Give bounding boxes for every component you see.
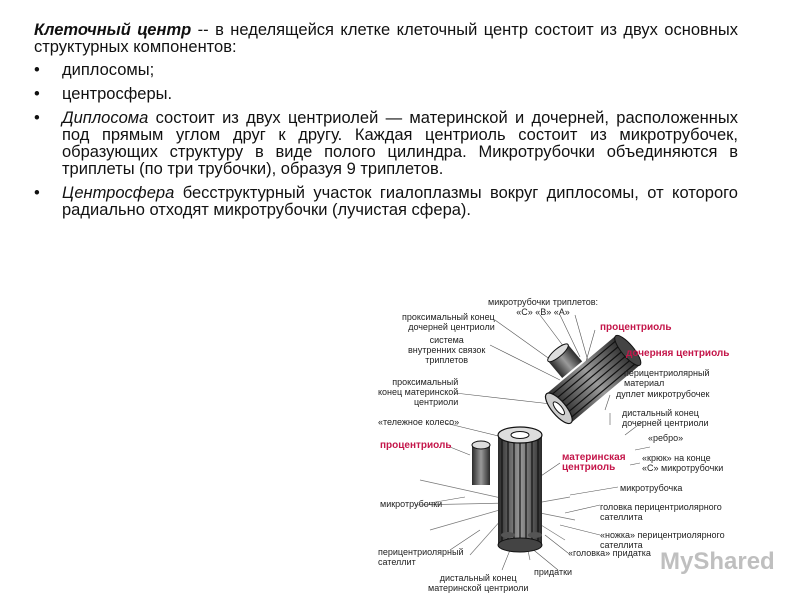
intro-term: Клеточный центр (34, 21, 192, 39)
label-distal-daughter: дистальный конец дочерней центриоли (622, 408, 709, 428)
label-pericentriolar-material: перицентриолярный материал (624, 368, 710, 388)
term-centrosphere: Центросфера (62, 184, 175, 202)
label-appendages: придатки (534, 567, 573, 577)
list-item: • диплосомы; (34, 61, 155, 79)
bullet-list (34, 62, 738, 219)
label-microtubule-right: микротрубочка (620, 483, 683, 493)
label-rib: «ребро» (648, 433, 684, 443)
label-satellite-head: головка перицентриолярного сателлита (600, 502, 722, 522)
label-inner-links: система внутренних связок триплетов (408, 335, 486, 365)
label-proximal-mother: проксимальный конец материнской центриоли (378, 377, 459, 407)
list-item: • центросферы. (34, 85, 173, 103)
term-diplosome: Диплосома (62, 109, 149, 127)
main-text (34, 22, 738, 226)
label-cartwheel: «тележное колесо» (378, 417, 460, 427)
label-microtubules-left: микротрубочки (380, 499, 443, 509)
label-distal-mother: дистальный конец материнской центриоли (428, 573, 529, 593)
label-mother-centriole: материнская центриоль (562, 452, 626, 473)
label-procentriole-top: процентриоль (600, 322, 672, 333)
watermark: MyShared (660, 548, 775, 575)
list-item: • Центросфера бесструктурный участок гиалоплазмы вокруг диплосомы, от которого радиально отходят микротрубочки (лучистая сфера). (34, 184, 738, 219)
label-pericentriolar-satellite: перицентриолярный сателлит (378, 547, 464, 567)
bullet-icon: • (34, 61, 40, 79)
procentriole-left (472, 441, 490, 485)
label-hook: «крюк» на конце «С» микротрубочки (642, 453, 724, 473)
label-heads-appendages: «головка» придатка (568, 548, 651, 558)
label-proximal-daughter: проксимальный конец дочерней центриоли (402, 312, 495, 332)
label-procentriole-left: процентриоль (380, 440, 452, 451)
mother-centriole (498, 427, 542, 552)
list-item: • Диплосома состоит из двух центриолей — материнской и дочерней, расположенных под прямым углом друг к другу. Каждая центриоль состоит из микротрубочек, образующих структуру в виде полого цилиндра. Микротрубочки объединяются в триплеты (по три трубочки), образуя 9 триплетов. (34, 109, 738, 178)
label-triplets: микротрубочки триплетов: «С» «В» «А» (488, 297, 599, 317)
bullet-icon: • (34, 184, 40, 202)
label-doublet: дуплет микротрубочек (616, 389, 710, 399)
bullet-icon: • (34, 85, 40, 103)
bullet-icon: • (34, 109, 40, 127)
intro-paragraph (34, 22, 738, 56)
label-satellite-foot: «ножка» перицентриолярного сателлита (600, 530, 725, 550)
intro-text: -- в неделящейся клетке клеточный центр состоит из двух основных структурных компонентов: (34, 21, 738, 56)
label-daughter-centriole: дочерняя центриоль (626, 348, 730, 359)
